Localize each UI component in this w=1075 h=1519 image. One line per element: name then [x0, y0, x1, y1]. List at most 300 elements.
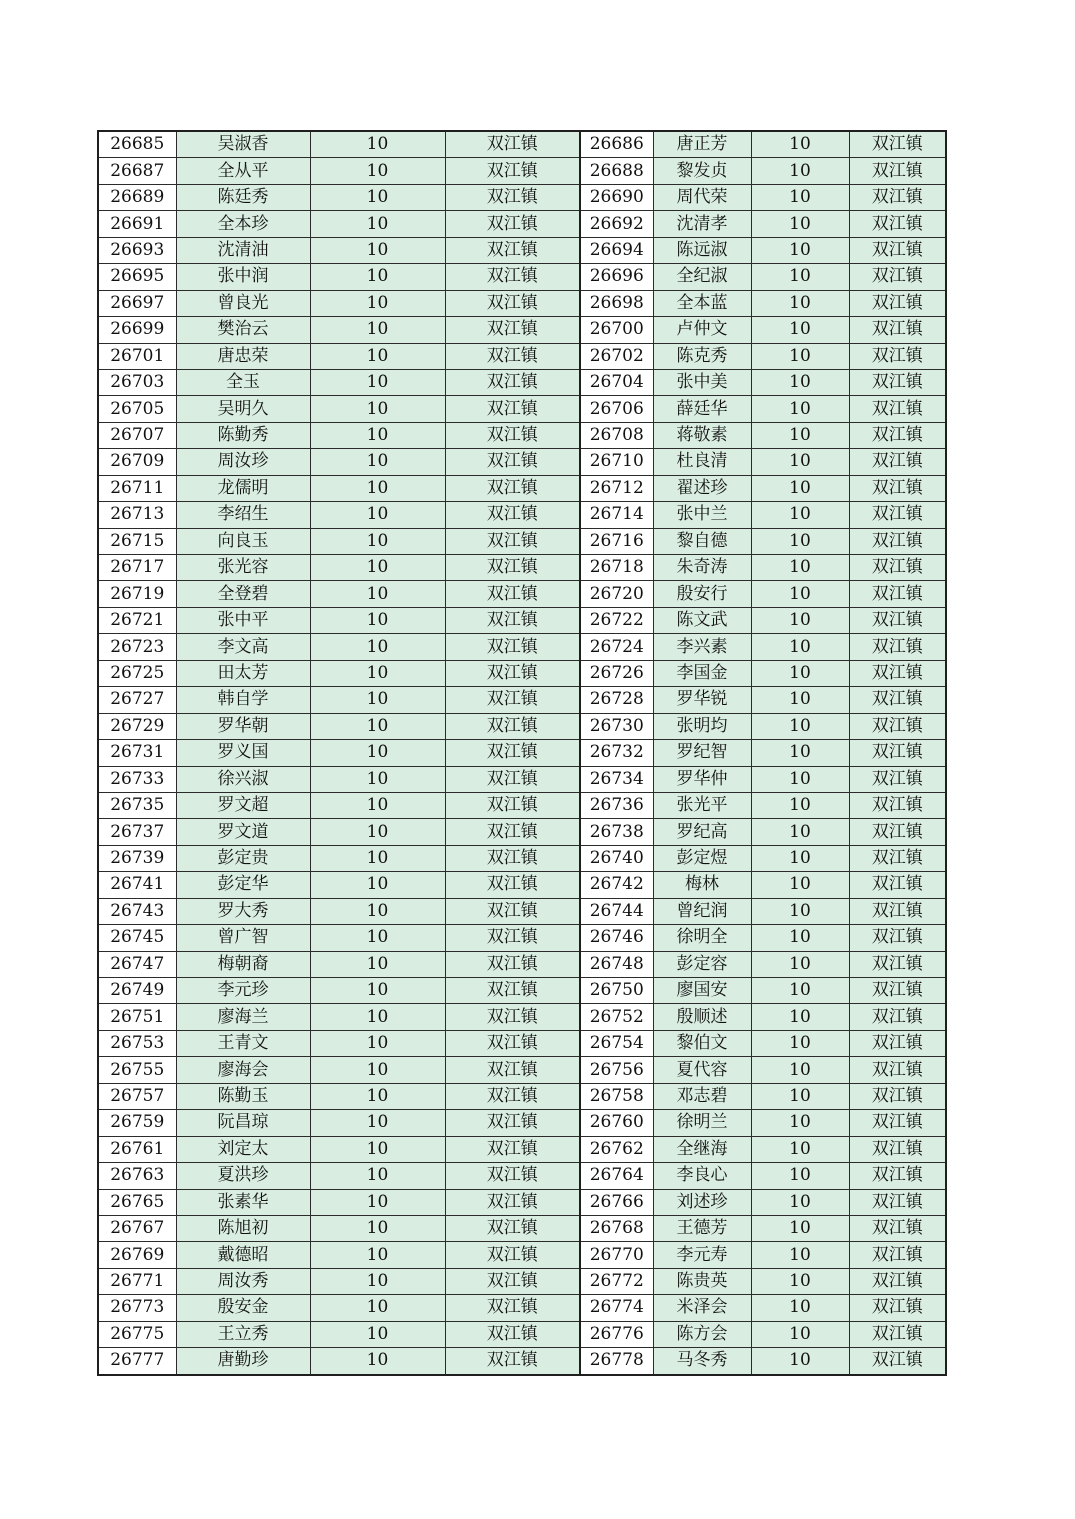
id-cell: 26709: [98, 449, 176, 475]
name-cell: 向良玉: [176, 528, 310, 554]
name-cell: 张中兰: [653, 502, 751, 528]
name-cell: 陈廷秀: [176, 184, 310, 210]
amount-cell: 10: [751, 1110, 849, 1136]
table-row: [98, 317, 946, 343]
town-cell: 双江镇: [445, 898, 580, 924]
name-cell: 吴淑香: [176, 131, 310, 158]
town-cell: 双江镇: [849, 1110, 946, 1136]
amount-cell: 10: [751, 264, 849, 290]
amount-cell: 10: [751, 845, 849, 871]
id-cell: 26750: [580, 978, 653, 1004]
town-cell: 双江镇: [445, 184, 580, 210]
name-cell: 阮昌琼: [176, 1110, 310, 1136]
name-cell: 罗义国: [176, 740, 310, 766]
amount-cell: 10: [310, 422, 445, 448]
town-cell: 双江镇: [849, 475, 946, 501]
amount-cell: 10: [751, 766, 849, 792]
id-cell: 26715: [98, 528, 176, 554]
name-cell: 全从平: [176, 158, 310, 184]
amount-cell: 10: [310, 396, 445, 422]
id-cell: 26742: [580, 872, 653, 898]
name-cell: 刘定太: [176, 1136, 310, 1162]
table-row: [98, 925, 946, 951]
name-cell: 彭定贵: [176, 845, 310, 871]
town-cell: 双江镇: [445, 1215, 580, 1241]
amount-cell: 10: [310, 317, 445, 343]
town-cell: 双江镇: [849, 581, 946, 607]
id-cell: 26720: [580, 581, 653, 607]
id-cell: 26762: [580, 1136, 653, 1162]
town-cell: 双江镇: [445, 1110, 580, 1136]
name-cell: 陈勤秀: [176, 422, 310, 448]
name-cell: 全玉: [176, 369, 310, 395]
town-cell: 双江镇: [445, 290, 580, 316]
id-cell: 26757: [98, 1083, 176, 1109]
amount-cell: 10: [751, 687, 849, 713]
name-cell: 陈贵英: [653, 1268, 751, 1294]
amount-cell: 10: [310, 660, 445, 686]
town-cell: 双江镇: [445, 555, 580, 581]
table-row: [98, 290, 946, 316]
town-cell: 双江镇: [445, 1057, 580, 1083]
name-cell: 蒋敬素: [653, 422, 751, 448]
id-cell: 26745: [98, 925, 176, 951]
amount-cell: 10: [751, 1268, 849, 1294]
name-cell: 徐明兰: [653, 1110, 751, 1136]
id-cell: 26730: [580, 713, 653, 739]
id-cell: 26758: [580, 1083, 653, 1109]
amount-cell: 10: [751, 1083, 849, 1109]
name-cell: 龙儒明: [176, 475, 310, 501]
town-cell: 双江镇: [849, 264, 946, 290]
amount-cell: 10: [751, 290, 849, 316]
town-cell: 双江镇: [849, 1136, 946, 1162]
amount-cell: 10: [751, 898, 849, 924]
table-row: [98, 792, 946, 818]
town-cell: 双江镇: [849, 925, 946, 951]
name-cell: 张中润: [176, 264, 310, 290]
table-row: [98, 634, 946, 660]
amount-cell: 10: [751, 740, 849, 766]
amount-cell: 10: [310, 1057, 445, 1083]
amount-cell: 10: [751, 634, 849, 660]
amount-cell: 10: [751, 237, 849, 263]
id-cell: 26714: [580, 502, 653, 528]
name-cell: 张光容: [176, 555, 310, 581]
town-cell: 双江镇: [445, 1163, 580, 1189]
town-cell: 双江镇: [445, 634, 580, 660]
amount-cell: 10: [310, 1030, 445, 1056]
id-cell: 26722: [580, 607, 653, 633]
town-cell: 双江镇: [849, 898, 946, 924]
amount-cell: 10: [310, 369, 445, 395]
name-cell: 李国金: [653, 660, 751, 686]
town-cell: 双江镇: [445, 1295, 580, 1321]
name-cell: 李元寿: [653, 1242, 751, 1268]
amount-cell: 10: [751, 872, 849, 898]
name-cell: 王立秀: [176, 1321, 310, 1347]
id-cell: 26721: [98, 607, 176, 633]
town-cell: 双江镇: [445, 237, 580, 263]
amount-cell: 10: [310, 237, 445, 263]
amount-cell: 10: [310, 1004, 445, 1030]
table-row: [98, 1189, 946, 1215]
amount-cell: 10: [310, 792, 445, 818]
amount-cell: 10: [310, 925, 445, 951]
table-row: [98, 607, 946, 633]
name-cell: 周代荣: [653, 184, 751, 210]
id-cell: 26712: [580, 475, 653, 501]
name-cell: 罗华锐: [653, 687, 751, 713]
id-cell: 26716: [580, 528, 653, 554]
table-row: [98, 660, 946, 686]
town-cell: 双江镇: [445, 1083, 580, 1109]
amount-cell: 10: [310, 1268, 445, 1294]
name-cell: 罗华朝: [176, 713, 310, 739]
id-cell: 26752: [580, 1004, 653, 1030]
amount-cell: 10: [751, 819, 849, 845]
id-cell: 26759: [98, 1110, 176, 1136]
town-cell: 双江镇: [849, 819, 946, 845]
name-cell: 全继海: [653, 1136, 751, 1162]
id-cell: 26770: [580, 1242, 653, 1268]
id-cell: 26776: [580, 1321, 653, 1347]
amount-cell: 10: [310, 978, 445, 1004]
name-cell: 徐兴淑: [176, 766, 310, 792]
amount-cell: 10: [310, 1189, 445, 1215]
amount-cell: 10: [751, 158, 849, 184]
name-cell: 彭定华: [176, 872, 310, 898]
amount-cell: 10: [751, 502, 849, 528]
table-row: [98, 687, 946, 713]
amount-cell: 10: [310, 1321, 445, 1347]
town-cell: 双江镇: [445, 449, 580, 475]
name-cell: 陈克秀: [653, 343, 751, 369]
name-cell: 陈方会: [653, 1321, 751, 1347]
id-cell: 26704: [580, 369, 653, 395]
name-cell: 李文高: [176, 634, 310, 660]
name-cell: 周汝秀: [176, 1268, 310, 1294]
amount-cell: 10: [310, 1348, 445, 1375]
amount-cell: 10: [751, 343, 849, 369]
amount-cell: 10: [751, 1242, 849, 1268]
table-row: [98, 237, 946, 263]
id-cell: 26767: [98, 1215, 176, 1241]
table-row: [98, 819, 946, 845]
table-row: [98, 872, 946, 898]
id-cell: 26773: [98, 1295, 176, 1321]
name-cell: 陈勤玉: [176, 1083, 310, 1109]
amount-cell: 10: [310, 581, 445, 607]
amount-cell: 10: [751, 555, 849, 581]
id-cell: 26726: [580, 660, 653, 686]
town-cell: 双江镇: [849, 1057, 946, 1083]
town-cell: 双江镇: [849, 237, 946, 263]
town-cell: 双江镇: [849, 660, 946, 686]
amount-cell: 10: [310, 1083, 445, 1109]
id-cell: 26719: [98, 581, 176, 607]
id-cell: 26707: [98, 422, 176, 448]
town-cell: 双江镇: [445, 1268, 580, 1294]
name-cell: 陈文武: [653, 607, 751, 633]
id-cell: 26724: [580, 634, 653, 660]
amount-cell: 10: [751, 1321, 849, 1347]
town-cell: 双江镇: [849, 1268, 946, 1294]
town-cell: 双江镇: [849, 1215, 946, 1241]
amount-cell: 10: [751, 1136, 849, 1162]
amount-cell: 10: [310, 766, 445, 792]
amount-cell: 10: [751, 978, 849, 1004]
town-cell: 双江镇: [849, 317, 946, 343]
town-cell: 双江镇: [445, 422, 580, 448]
amount-cell: 10: [310, 555, 445, 581]
id-cell: 26740: [580, 845, 653, 871]
name-cell: 沈清油: [176, 237, 310, 263]
id-cell: 26688: [580, 158, 653, 184]
amount-cell: 10: [751, 317, 849, 343]
amount-cell: 10: [751, 1057, 849, 1083]
town-cell: 双江镇: [445, 1189, 580, 1215]
id-cell: 26744: [580, 898, 653, 924]
town-cell: 双江镇: [445, 713, 580, 739]
table-row: [98, 264, 946, 290]
amount-cell: 10: [751, 713, 849, 739]
id-cell: 26777: [98, 1348, 176, 1375]
town-cell: 双江镇: [849, 1295, 946, 1321]
town-cell: 双江镇: [445, 475, 580, 501]
table-row: [98, 1348, 946, 1375]
id-cell: 26697: [98, 290, 176, 316]
town-cell: 双江镇: [849, 528, 946, 554]
town-cell: 双江镇: [445, 369, 580, 395]
table-row: [98, 581, 946, 607]
name-cell: 罗纪智: [653, 740, 751, 766]
town-cell: 双江镇: [445, 1004, 580, 1030]
id-cell: 26764: [580, 1163, 653, 1189]
name-cell: 李良心: [653, 1163, 751, 1189]
table-row: [98, 1004, 946, 1030]
amount-cell: 10: [751, 1189, 849, 1215]
name-cell: 李绍生: [176, 502, 310, 528]
table-row: [98, 1110, 946, 1136]
amount-cell: 10: [751, 131, 849, 158]
table-row: [98, 502, 946, 528]
table-row: [98, 475, 946, 501]
amount-cell: 10: [310, 131, 445, 158]
town-cell: 双江镇: [445, 740, 580, 766]
name-cell: 李兴素: [653, 634, 751, 660]
name-cell: 翟述珍: [653, 475, 751, 501]
town-cell: 双江镇: [849, 1083, 946, 1109]
name-cell: 戴德昭: [176, 1242, 310, 1268]
town-cell: 双江镇: [849, 1030, 946, 1056]
town-cell: 双江镇: [445, 1030, 580, 1056]
table-row: [98, 951, 946, 977]
town-cell: 双江镇: [849, 872, 946, 898]
name-cell: 廖国安: [653, 978, 751, 1004]
amount-cell: 10: [310, 184, 445, 210]
id-cell: 26771: [98, 1268, 176, 1294]
id-cell: 26705: [98, 396, 176, 422]
name-cell: 曾纪润: [653, 898, 751, 924]
town-cell: 双江镇: [849, 422, 946, 448]
id-cell: 26765: [98, 1189, 176, 1215]
town-cell: 双江镇: [445, 660, 580, 686]
town-cell: 双江镇: [849, 449, 946, 475]
name-cell: 黎发贞: [653, 158, 751, 184]
amount-cell: 10: [310, 1136, 445, 1162]
name-cell: 徐明全: [653, 925, 751, 951]
town-cell: 双江镇: [849, 290, 946, 316]
table-row: [98, 978, 946, 1004]
id-cell: 26689: [98, 184, 176, 210]
town-cell: 双江镇: [849, 766, 946, 792]
id-cell: 26711: [98, 475, 176, 501]
town-cell: 双江镇: [445, 131, 580, 158]
amount-cell: 10: [751, 660, 849, 686]
id-cell: 26778: [580, 1348, 653, 1375]
name-cell: 米泽会: [653, 1295, 751, 1321]
town-cell: 双江镇: [849, 607, 946, 633]
name-cell: 唐忠荣: [176, 343, 310, 369]
name-cell: 李元珍: [176, 978, 310, 1004]
town-cell: 双江镇: [849, 1163, 946, 1189]
table-row: [98, 343, 946, 369]
id-cell: 26691: [98, 211, 176, 237]
town-cell: 双江镇: [445, 528, 580, 554]
name-cell: 朱奇涛: [653, 555, 751, 581]
name-cell: 田太芳: [176, 660, 310, 686]
town-cell: 双江镇: [849, 1189, 946, 1215]
town-cell: 双江镇: [445, 819, 580, 845]
id-cell: 26732: [580, 740, 653, 766]
id-cell: 26734: [580, 766, 653, 792]
table-row: [98, 713, 946, 739]
id-cell: 26695: [98, 264, 176, 290]
name-cell: 夏洪珍: [176, 1163, 310, 1189]
name-cell: 廖海兰: [176, 1004, 310, 1030]
table-row: [98, 1030, 946, 1056]
amount-cell: 10: [751, 1295, 849, 1321]
town-cell: 双江镇: [445, 317, 580, 343]
id-cell: 26708: [580, 422, 653, 448]
name-cell: 曾广智: [176, 925, 310, 951]
town-cell: 双江镇: [445, 343, 580, 369]
id-cell: 26775: [98, 1321, 176, 1347]
town-cell: 双江镇: [849, 211, 946, 237]
amount-cell: 10: [751, 475, 849, 501]
amount-cell: 10: [310, 1163, 445, 1189]
name-cell: 曾良光: [176, 290, 310, 316]
amount-cell: 10: [310, 634, 445, 660]
name-cell: 唐正芳: [653, 131, 751, 158]
name-cell: 张中平: [176, 607, 310, 633]
table-row: [98, 422, 946, 448]
name-cell: 罗华仲: [653, 766, 751, 792]
id-cell: 26774: [580, 1295, 653, 1321]
name-cell: 张中美: [653, 369, 751, 395]
amount-cell: 10: [751, 211, 849, 237]
amount-cell: 10: [751, 1348, 849, 1375]
amount-cell: 10: [310, 1242, 445, 1268]
amount-cell: 10: [310, 343, 445, 369]
town-cell: 双江镇: [849, 1321, 946, 1347]
table-row: [98, 1083, 946, 1109]
id-cell: 26706: [580, 396, 653, 422]
id-cell: 26753: [98, 1030, 176, 1056]
table-row: [98, 898, 946, 924]
amount-cell: 10: [310, 1215, 445, 1241]
amount-cell: 10: [310, 528, 445, 554]
town-cell: 双江镇: [849, 792, 946, 818]
table-row: [98, 449, 946, 475]
name-cell: 罗大秀: [176, 898, 310, 924]
amount-cell: 10: [310, 1295, 445, 1321]
town-cell: 双江镇: [849, 845, 946, 871]
name-cell: 张素华: [176, 1189, 310, 1215]
town-cell: 双江镇: [445, 951, 580, 977]
town-cell: 双江镇: [849, 740, 946, 766]
table-row: [98, 1136, 946, 1162]
id-cell: 26717: [98, 555, 176, 581]
amount-cell: 10: [310, 264, 445, 290]
id-cell: 26710: [580, 449, 653, 475]
id-cell: 26703: [98, 369, 176, 395]
name-cell: 罗文道: [176, 819, 310, 845]
id-cell: 26735: [98, 792, 176, 818]
id-cell: 26693: [98, 237, 176, 263]
id-cell: 26718: [580, 555, 653, 581]
amount-cell: 10: [751, 422, 849, 448]
name-cell: 梅林: [653, 872, 751, 898]
town-cell: 双江镇: [445, 1348, 580, 1375]
amount-cell: 10: [310, 740, 445, 766]
name-cell: 黎伯文: [653, 1030, 751, 1056]
table-row: [98, 184, 946, 210]
id-cell: 26769: [98, 1242, 176, 1268]
id-cell: 26696: [580, 264, 653, 290]
amount-cell: 10: [751, 1030, 849, 1056]
name-cell: 罗文超: [176, 792, 310, 818]
town-cell: 双江镇: [849, 555, 946, 581]
name-cell: 沈清孝: [653, 211, 751, 237]
town-cell: 双江镇: [445, 502, 580, 528]
table-row: [98, 766, 946, 792]
table-row: [98, 1057, 946, 1083]
table-row: [98, 396, 946, 422]
amount-cell: 10: [751, 184, 849, 210]
town-cell: 双江镇: [445, 158, 580, 184]
name-cell: 王德芳: [653, 1215, 751, 1241]
id-cell: 26727: [98, 687, 176, 713]
id-cell: 26725: [98, 660, 176, 686]
id-cell: 26737: [98, 819, 176, 845]
id-cell: 26690: [580, 184, 653, 210]
amount-cell: 10: [751, 1215, 849, 1241]
id-cell: 26763: [98, 1163, 176, 1189]
town-cell: 双江镇: [849, 978, 946, 1004]
id-cell: 26733: [98, 766, 176, 792]
name-cell: 彭定容: [653, 951, 751, 977]
name-cell: 樊治云: [176, 317, 310, 343]
table-row: [98, 1163, 946, 1189]
name-cell: 韩自学: [176, 687, 310, 713]
town-cell: 双江镇: [849, 1004, 946, 1030]
town-cell: 双江镇: [849, 396, 946, 422]
town-cell: 双江镇: [445, 396, 580, 422]
amount-cell: 10: [751, 607, 849, 633]
name-cell: 梅朝裔: [176, 951, 310, 977]
